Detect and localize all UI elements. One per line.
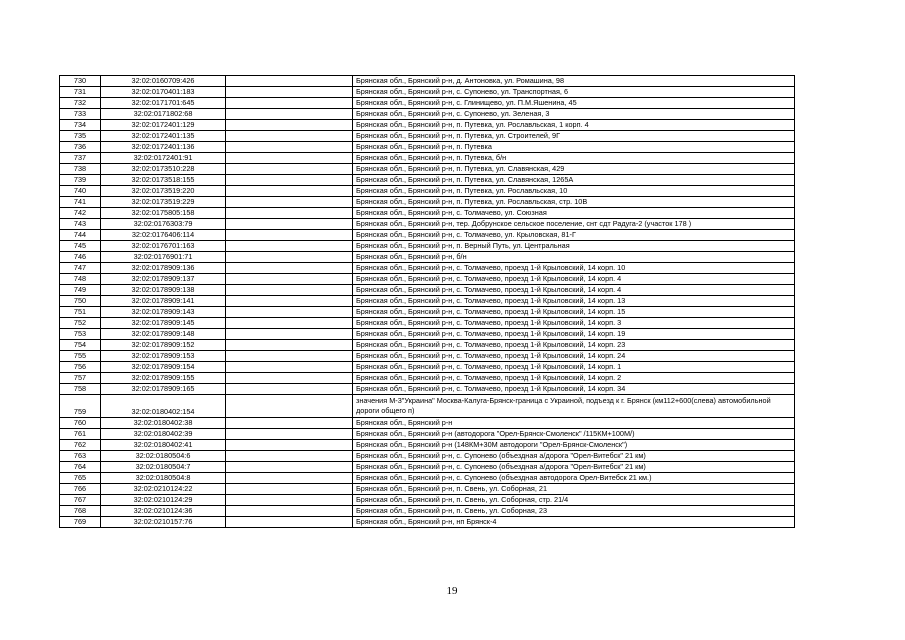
cadastral-number-cell: 32:02:0173519:229 — [101, 197, 226, 208]
empty-cell — [226, 252, 353, 263]
cadastral-number-cell: 32:02:0173510:228 — [101, 164, 226, 175]
table-row — [60, 307, 795, 318]
cadastral-number-cell: 32:02:0210124:22 — [101, 484, 226, 495]
row-number-cell: 749 — [60, 285, 101, 296]
address-cell: Брянская обл., Брянский р-н, с. Толмачево, проезд 1-й Крыловский, 14 корп. 4 — [353, 274, 795, 285]
empty-cell — [226, 340, 353, 351]
table-row — [60, 351, 795, 362]
row-number-cell: 742 — [60, 208, 101, 219]
cadastral-number-cell: 32:02:0171802:68 — [101, 109, 226, 120]
cadastral-number-cell: 32:02:0178909:148 — [101, 329, 226, 340]
address-cell: Брянская обл., Брянский р-н, п. Свень, ул. Соборная, стр. 21/4 — [353, 495, 795, 506]
empty-cell — [226, 418, 353, 429]
cadastral-number-cell: 32:02:0178909:136 — [101, 263, 226, 274]
row-number-cell: 738 — [60, 164, 101, 175]
cadastral-number-cell: 32:02:0178909:152 — [101, 340, 226, 351]
table-row — [60, 208, 795, 219]
address-cell: Брянская обл., Брянский р-н, с. Толмачево, ул. Крыловская, 81-Г — [353, 230, 795, 241]
address-cell: Брянская обл., Брянский р-н, с. Толмачево, проезд 1-й Крыловский, 14 корп. 23 — [353, 340, 795, 351]
table-row — [60, 473, 795, 484]
address-cell: Брянская обл., Брянский р-н, с. Толмачево, проезд 1-й Крыловский, 14 корп. 4 — [353, 285, 795, 296]
empty-cell — [226, 373, 353, 384]
row-number-cell: 740 — [60, 186, 101, 197]
empty-cell — [226, 186, 353, 197]
empty-cell — [226, 384, 353, 395]
row-number-cell: 769 — [60, 517, 101, 528]
empty-cell — [226, 131, 353, 142]
cadastral-number-cell: 32:02:0178909:153 — [101, 351, 226, 362]
row-number-cell: 736 — [60, 142, 101, 153]
address-cell: Брянская обл., Брянский р-н, нп Брянск-4 — [353, 517, 795, 528]
table-row — [60, 395, 795, 418]
table-row — [60, 340, 795, 351]
cadastral-number-cell: 32:02:0210157:76 — [101, 517, 226, 528]
empty-cell — [226, 76, 353, 87]
cadastral-number-cell: 32:02:0160709:426 — [101, 76, 226, 87]
address-cell: Брянская обл., Брянский р-н, п. Свень, ул. Соборная, 23 — [353, 506, 795, 517]
table-row — [60, 517, 795, 528]
table-row — [60, 252, 795, 263]
table-row — [60, 429, 795, 440]
row-number-cell: 743 — [60, 219, 101, 230]
row-number-cell: 757 — [60, 373, 101, 384]
table-row — [60, 495, 795, 506]
row-number-cell: 739 — [60, 175, 101, 186]
cadastral-number-cell: 32:02:0176303:79 — [101, 219, 226, 230]
row-number-cell: 741 — [60, 197, 101, 208]
empty-cell — [226, 362, 353, 373]
table-row — [60, 462, 795, 473]
row-number-cell: 754 — [60, 340, 101, 351]
row-number-cell: 759 — [60, 395, 101, 418]
table-row — [60, 241, 795, 252]
row-number-cell: 735 — [60, 131, 101, 142]
row-number-cell: 737 — [60, 153, 101, 164]
address-cell: Брянская обл., Брянский р-н, д. Антоновка, ул. Ромашина, 98 — [353, 76, 795, 87]
table-row — [60, 274, 795, 285]
cadastral-number-cell: 32:02:0180402:41 — [101, 440, 226, 451]
table-row — [60, 329, 795, 340]
address-cell: Брянская обл., Брянский р-н, с. Толмачево, проезд 1-й Крыловский, 14 корп. 15 — [353, 307, 795, 318]
empty-cell — [226, 484, 353, 495]
cadastral-number-cell: 32:02:0180504:6 — [101, 451, 226, 462]
row-number-cell: 745 — [60, 241, 101, 252]
row-number-cell: 750 — [60, 296, 101, 307]
address-cell: Брянская обл., Брянский р-н, с. Толмачево, проезд 1-й Крыловский, 14 корп. 13 — [353, 296, 795, 307]
empty-cell — [226, 307, 353, 318]
row-number-cell: 755 — [60, 351, 101, 362]
empty-cell — [226, 495, 353, 506]
row-number-cell: 747 — [60, 263, 101, 274]
row-number-cell: 746 — [60, 252, 101, 263]
table-row — [60, 418, 795, 429]
table-row — [60, 175, 795, 186]
empty-cell — [226, 142, 353, 153]
row-number-cell: 762 — [60, 440, 101, 451]
row-number-cell: 752 — [60, 318, 101, 329]
address-cell: Брянская обл., Брянский р-н, п. Путевка, ул. Рославльская, 1 корп. 4 — [353, 120, 795, 131]
row-number-cell: 763 — [60, 451, 101, 462]
address-cell: значения М-3"Украина" Москва-Калуга-Брянск-граница с Украиной, подъезд к г. Брянск (км112+600(слева) автомобильной дороги общего п) — [353, 395, 795, 418]
cadastral-number-cell: 32:02:0173519:220 — [101, 186, 226, 197]
address-cell: Брянская обл., Брянский р-н, с. Толмачево, проезд 1-й Крыловский, 14 корп. 19 — [353, 329, 795, 340]
empty-cell — [226, 473, 353, 484]
row-number-cell: 760 — [60, 418, 101, 429]
row-number-cell: 758 — [60, 384, 101, 395]
empty-cell — [226, 87, 353, 98]
table-row — [60, 451, 795, 462]
cadastral-number-cell: 32:02:0178909:137 — [101, 274, 226, 285]
table-row — [60, 197, 795, 208]
address-cell: Брянская обл., Брянский р-н, п. Путевка, б/н — [353, 153, 795, 164]
cadastral-number-cell: 32:02:0178909:143 — [101, 307, 226, 318]
cadastral-number-cell: 32:02:0173518:155 — [101, 175, 226, 186]
empty-cell — [226, 395, 353, 418]
empty-cell — [226, 462, 353, 473]
table-row — [60, 296, 795, 307]
table-row — [60, 384, 795, 395]
cadastral-number-cell: 32:02:0170401:183 — [101, 87, 226, 98]
cadastral-number-cell: 32:02:0180402:39 — [101, 429, 226, 440]
empty-cell — [226, 175, 353, 186]
address-cell: Брянская обл., Брянский р-н, с. Толмачево, проезд 1-й Крыловский, 14 корп. 2 — [353, 373, 795, 384]
address-cell: Брянская обл., Брянский р-н, с. Толмачево, проезд 1-й Крыловский, 14 корп. 1 — [353, 362, 795, 373]
empty-cell — [226, 230, 353, 241]
address-cell: Брянская обл., Брянский р-н, с. Глинищево, ул. П.М.Яшенина, 45 — [353, 98, 795, 109]
address-cell: Брянская обл., Брянский р-н, п. Путевка, ул. Славянская, 1265А — [353, 175, 795, 186]
cadastral-number-cell: 32:02:0172401:129 — [101, 120, 226, 131]
cadastral-number-cell: 32:02:0180504:8 — [101, 473, 226, 484]
row-number-cell: 764 — [60, 462, 101, 473]
row-number-cell: 732 — [60, 98, 101, 109]
table-row — [60, 142, 795, 153]
table-row — [60, 219, 795, 230]
address-cell: Брянская обл., Брянский р-н (автодорога "Орел-Брянск-Смоленск" /115КМ+100М/) — [353, 429, 795, 440]
row-number-cell: 744 — [60, 230, 101, 241]
address-cell: Брянская обл., Брянский р-н, с. Толмачево, проезд 1-й Крыловский, 14 корп. 3 — [353, 318, 795, 329]
table-row — [60, 109, 795, 120]
address-cell: Брянская обл., Брянский р-н, п. Путевка, ул. Рославльская, стр. 10В — [353, 197, 795, 208]
address-cell: Брянская обл., Брянский р-н, п. Путевка — [353, 142, 795, 153]
row-number-cell: 765 — [60, 473, 101, 484]
address-cell: Брянская обл., Брянский р-н, тер. Добрунское сельское поселение, снт сдт Радуга-2 (участок 178 ) — [353, 219, 795, 230]
empty-cell — [226, 98, 353, 109]
row-number-cell: 751 — [60, 307, 101, 318]
empty-cell — [226, 517, 353, 528]
empty-cell — [226, 506, 353, 517]
table-row — [60, 285, 795, 296]
cadastral-number-cell: 32:02:0176701:163 — [101, 241, 226, 252]
table-row — [60, 120, 795, 131]
empty-cell — [226, 285, 353, 296]
address-cell: Брянская обл., Брянский р-н, с. Супонево, ул. Транспортная, 6 — [353, 87, 795, 98]
address-cell: Брянская обл., Брянский р-н, п. Путевка, ул. Славянская, 429 — [353, 164, 795, 175]
cadastral-number-cell: 32:02:0178909:138 — [101, 285, 226, 296]
address-cell: Брянская обл., Брянский р-н, с. Толмачево, проезд 1-й Крыловский, 14 корп. 10 — [353, 263, 795, 274]
address-cell: Брянская обл., Брянский р-н, с. Супонево, ул. Зеленая, 3 — [353, 109, 795, 120]
table-row — [60, 318, 795, 329]
empty-cell — [226, 153, 353, 164]
empty-cell — [226, 440, 353, 451]
row-number-cell: 756 — [60, 362, 101, 373]
empty-cell — [226, 351, 353, 362]
table-row — [60, 186, 795, 197]
row-number-cell: 767 — [60, 495, 101, 506]
cadastral-number-cell: 32:02:0210124:36 — [101, 506, 226, 517]
row-number-cell: 730 — [60, 76, 101, 87]
cadastral-number-cell: 32:02:0172401:135 — [101, 131, 226, 142]
cadastral-number-cell: 32:02:0210124:29 — [101, 495, 226, 506]
cadastral-number-cell: 32:02:0178909:141 — [101, 296, 226, 307]
row-number-cell: 733 — [60, 109, 101, 120]
empty-cell — [226, 208, 353, 219]
cadastral-number-cell: 32:02:0176406:114 — [101, 230, 226, 241]
empty-cell — [226, 318, 353, 329]
register-table-body — [60, 76, 795, 528]
empty-cell — [226, 197, 353, 208]
table-row — [60, 373, 795, 384]
table-row — [60, 484, 795, 495]
page-number: 19 — [446, 585, 458, 597]
cadastral-number-cell: 32:02:0175805:158 — [101, 208, 226, 219]
table-row — [60, 87, 795, 98]
table-row — [60, 440, 795, 451]
table-row — [60, 153, 795, 164]
row-number-cell: 768 — [60, 506, 101, 517]
table-row — [60, 506, 795, 517]
table-row — [60, 164, 795, 175]
empty-cell — [226, 296, 353, 307]
empty-cell — [226, 451, 353, 462]
table-row — [60, 230, 795, 241]
row-number-cell: 761 — [60, 429, 101, 440]
cadastral-number-cell: 32:02:0172401:136 — [101, 142, 226, 153]
empty-cell — [226, 263, 353, 274]
cadastral-number-cell: 32:02:0171701:645 — [101, 98, 226, 109]
row-number-cell: 753 — [60, 329, 101, 340]
empty-cell — [226, 274, 353, 285]
empty-cell — [226, 241, 353, 252]
address-cell: Брянская обл., Брянский р-н, с. Толмачево, проезд 1-й Крыловский, 14 корп. 34 — [353, 384, 795, 395]
table-row — [60, 98, 795, 109]
table-row — [60, 131, 795, 142]
empty-cell — [226, 329, 353, 340]
address-cell: Брянская обл., Брянский р-н, с. Толмачево, ул. Союзная — [353, 208, 795, 219]
table-row — [60, 362, 795, 373]
empty-cell — [226, 219, 353, 230]
address-cell: Брянская обл., Брянский р-н, с. Супонево (объездная автодорога Орел-Витебск 21 км.) — [353, 473, 795, 484]
cadastral-number-cell: 32:02:0180402:154 — [101, 395, 226, 418]
address-cell: Брянская обл., Брянский р-н, б/н — [353, 252, 795, 263]
address-cell: Брянская обл., Брянский р-н (148КМ+30М автодороги "Орел-Брянск-Смоленск") — [353, 440, 795, 451]
address-cell: Брянская обл., Брянский р-н, п. Путевка, ул. Рославльская, 10 — [353, 186, 795, 197]
table-row — [60, 263, 795, 274]
cadastral-number-cell: 32:02:0178909:155 — [101, 373, 226, 384]
row-number-cell: 766 — [60, 484, 101, 495]
empty-cell — [226, 120, 353, 131]
cadastral-register-table — [59, 75, 795, 528]
cadastral-number-cell: 32:02:0176901:71 — [101, 252, 226, 263]
address-cell: Брянская обл., Брянский р-н, с. Супонево (объездная а/дорога "Орел-Витебск" 21 км) — [353, 451, 795, 462]
cadastral-number-cell: 32:02:0178909:154 — [101, 362, 226, 373]
address-cell: Брянская обл., Брянский р-н — [353, 418, 795, 429]
cadastral-number-cell: 32:02:0178909:165 — [101, 384, 226, 395]
cadastral-number-cell: 32:02:0178909:145 — [101, 318, 226, 329]
table-row — [60, 76, 795, 87]
address-cell: Брянская обл., Брянский р-н, с. Толмачево, проезд 1-й Крыловский, 14 корп. 24 — [353, 351, 795, 362]
cadastral-number-cell: 32:02:0180504:7 — [101, 462, 226, 473]
empty-cell — [226, 164, 353, 175]
address-cell: Брянская обл., Брянский р-н, п. Путевка, ул. Строителей, 9Г — [353, 131, 795, 142]
row-number-cell: 748 — [60, 274, 101, 285]
address-cell: Брянская обл., Брянский р-н, п. Свень, ул. Соборная, 21 — [353, 484, 795, 495]
cadastral-number-cell: 32:02:0180402:38 — [101, 418, 226, 429]
empty-cell — [226, 109, 353, 120]
cadastral-number-cell: 32:02:0172401:91 — [101, 153, 226, 164]
row-number-cell: 731 — [60, 87, 101, 98]
address-cell: Брянская обл., Брянский р-н, п. Верный Путь, ул. Центральная — [353, 241, 795, 252]
address-cell: Брянская обл., Брянский р-н, с. Супонево (объездная а/дорога "Орел-Витебск" 21 км) — [353, 462, 795, 473]
empty-cell — [226, 429, 353, 440]
row-number-cell: 734 — [60, 120, 101, 131]
